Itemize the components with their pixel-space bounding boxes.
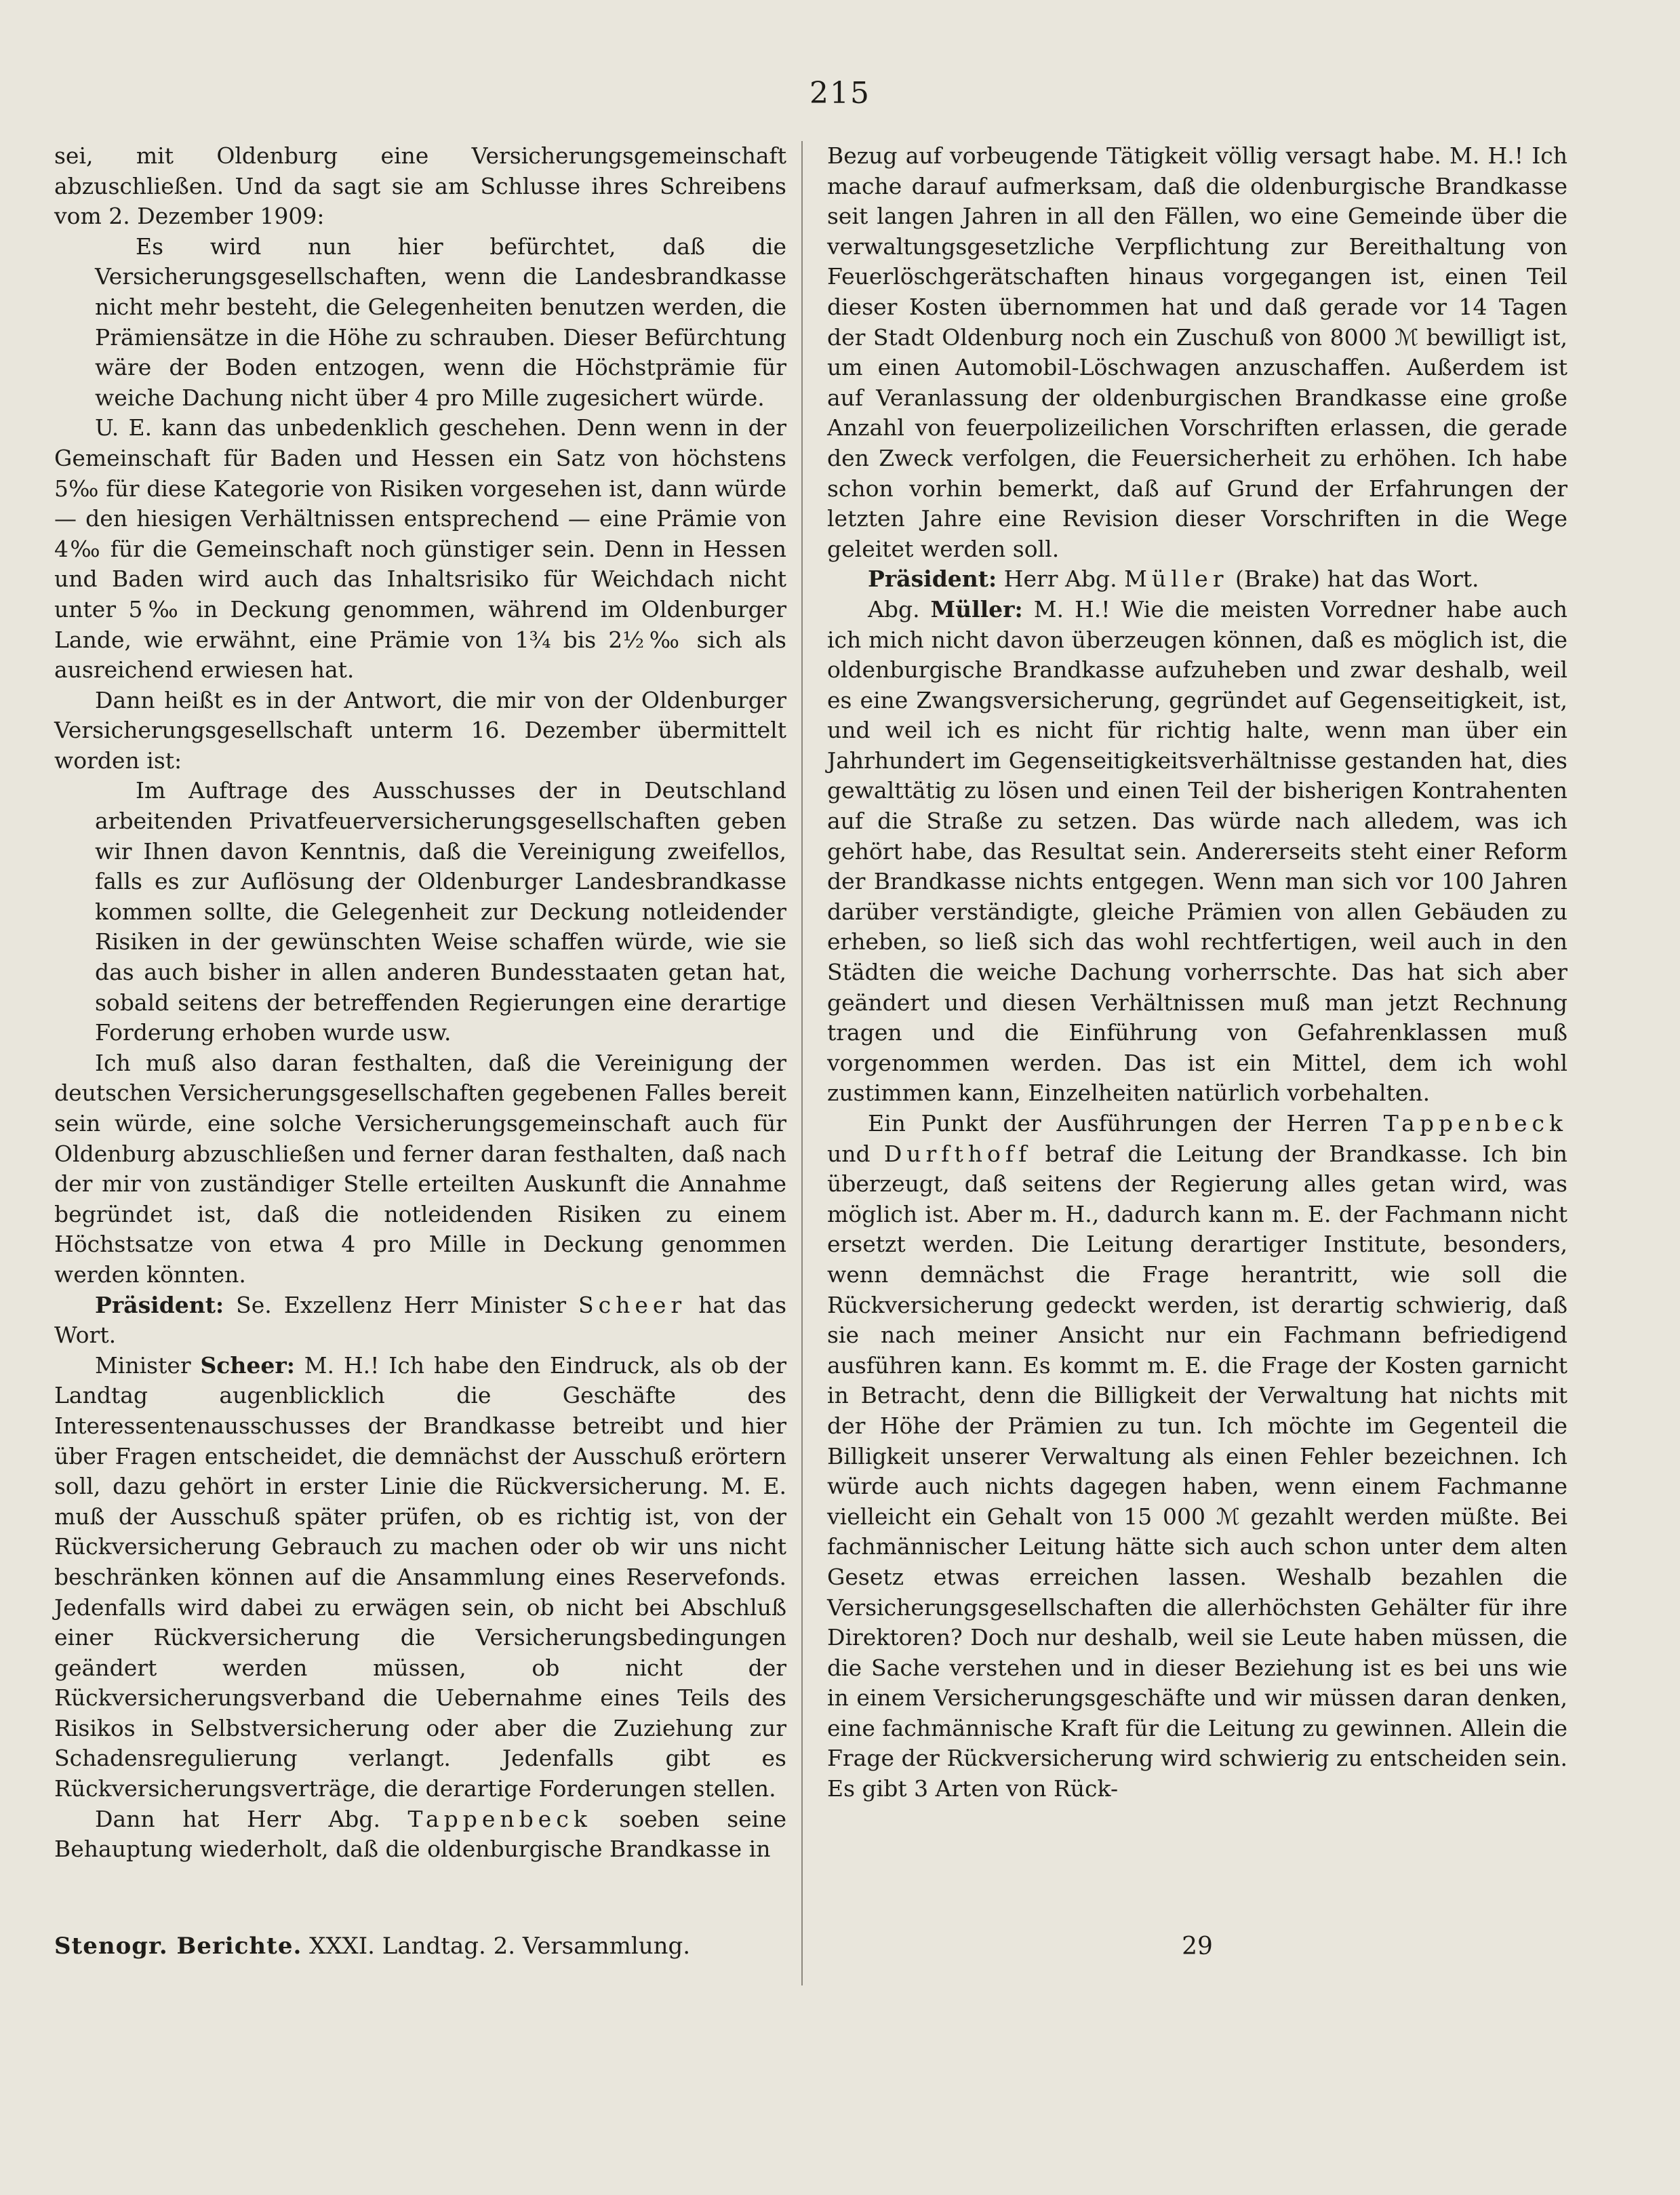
speech-paragraph	[54, 1351, 786, 1804]
footer-text: XXXI. Landtag. 2. Versammlung.	[302, 1933, 691, 1960]
speaker-label: Präsident:	[868, 566, 997, 593]
paragraph: sei, mit Oldenburg eine Versicherungsgemeinschaft abzuschließen. Und da sagt sie am Schlusse ihres Schreibens vom 2. Dezember 1909:	[54, 142, 786, 230]
speech-text: M. H.! Wie die meisten Vorredner habe auch ich mich nicht davon überzeugen können, daß es möglich ist, die oldenburgische Brandkasse aufzuheben und zwar deshalb, weil es eine Zwangsversicherung, gegründet auf Gegenseitigkeit, ist, und weil ich es nicht für richtig halte, wenn man über ein Jahrhundert im Gegenseitigkeitsverhältnisse gestanden hat, dies gewalttätig zu lösen und einen Teil der bisherigen Kontrahenten auf die Straße zu setzen. Das würde nach alledem, was ich gehört habe, das Resultat sein. Andererseits steht einer Reform der Brandkasse nichts entgegen. Wenn man sich vor 100 Jahren darüber verständigte, gleiche Prämien von allen Gebäuden zu erheben, so ließ sich das wohl rechtfertigen, weil auch in den Städten die weiche Dachung vorherrschte. Das hat sich aber geändert und diesen Verhältnissen muß man jetzt Rechnung tragen und die Einführung von Gefahrenklassen muß vorgenommen werden. Das ist ein Mittel, dem ich wohl zustimmen kann, Einzelheiten natürlich vorbehalten.	[827, 595, 1567, 1107]
quote-paragraph: Es wird nun hier befürchtet, daß die Versicherungsgesellschaften, wenn die Landesbrandkasse nicht mehr besteht, die Gelegenheiten benutzen werden, die Prämiensätze in die Höhe zu schrauben. Dieser Befürchtung wäre der Boden entzogen, wenn die Höchstprämie für weiche Dachung nicht über 4 pro Mille zugesichert würde.	[95, 233, 786, 411]
sheet-number: 29	[1182, 1933, 1213, 1960]
paragraph: Dann heißt es in der Antwort, die mir von der Oldenburger Versicherungsgesellschaft unterm 16. Dezember übermittelt worden ist:	[54, 686, 786, 774]
column-divider	[801, 141, 803, 1985]
speaker-label: Scheer:	[200, 1351, 295, 1379]
speech-text: hat das Wort.	[54, 1291, 786, 1349]
speech-text: Dann hat Herr Abg.	[95, 1805, 408, 1832]
person-name: Tappenbeck	[407, 1805, 592, 1832]
right-column	[827, 141, 1567, 1804]
speech-paragraph	[827, 595, 1567, 1109]
left-column	[54, 141, 786, 1865]
speech-text: und	[827, 1140, 884, 1167]
speech-text: Ein Punkt der Ausführungen der Herren	[868, 1110, 1384, 1136]
person-name: Tappenbeck	[1383, 1110, 1567, 1136]
paragraph	[827, 1109, 1567, 1804]
speech-paragraph	[54, 1290, 786, 1351]
paragraph: Bezug auf vorbeugende Tätigkeit völlig versagt habe. M. H.! Ich mache darauf aufmerksam, daß die oldenburgische Brandkasse seit langen Jahren in all den Fällen, wo eine Gemeinde über die verwaltungsgesetzliche Verpflichtung zur Bereithaltung von Feuerlöschgerätschaften hinaus vorgegangen ist, einen Teil dieser Kosten übernommen hat und daß gerade vor 14 Tagen der Stadt Oldenburg noch ein Zuschuß von 8000 ℳ bewilligt ist, um einen Automobil-Löschwagen anzuschaffen. Außerdem ist auf Veranlassung der oldenburgischen Brandkasse eine große Anzahl von feuerpolizeilichen Vorschriften erlassen, die gerade den Zweck verfolgen, die Feuersicherheit zu erhöhen. Ich habe schon vorhin bemerkt, daß auf Grund der Erfahrungen der letzten Jahre eine Revision dieser Vorschriften in die Wege geleitet werden soll.	[827, 142, 1567, 562]
paragraph: U. E. kann das unbedenklich geschehen. Denn wenn in der Gemeinschaft für Baden und Hessen ein Satz von höchstens 5‰ für diese Kategorie von Risiken vorgesehen ist, dann würde — den hiesigen Verhältnissen entsprechend — eine Prämie von 4‰ für die Gemeinschaft noch günstiger sein. Denn in Hessen und Baden wird auch das Inhaltsrisiko für Weichdach nicht unter 5‰ in Deckung genommen, während im Oldenburger Lande, wie erwähnt, eine Prämie von 1¾ bis 2½‰ sich als ausreichend erwiesen hat.	[54, 414, 786, 684]
speech-text: soeben seine Behauptung wiederholt, daß die oldenburgische Brandkasse in	[54, 1805, 786, 1863]
quote-paragraph: Im Auftrage des Ausschusses der in Deutschland arbeitenden Privatfeuerversicherungsgesellschaften geben wir Ihnen davon Kenntnis, daß die Vereinigung zweifellos, falls es zur Auflösung der Oldenburger Landesbrandkasse kommen sollte, die Gelegenheit zur Deckung notleidender Risiken in der gewünschten Weise schaffen würde, wie sie das auch bisher in allen anderen Bundesstaaten getan hat, sobald seitens der betreffenden Regierungen eine derartige Forderung erhoben wurde usw.	[95, 777, 786, 1046]
speaker-role: Minister	[95, 1351, 201, 1379]
speech-text: Se. Exzellenz Herr Minister	[224, 1291, 578, 1318]
speech-text: (Brake) hat das Wort.	[1228, 566, 1479, 593]
speech-text: Herr Abg.	[997, 566, 1125, 593]
person-name: Scheer	[578, 1291, 687, 1318]
footer-signature	[54, 1933, 786, 1960]
person-name: Durfthoff	[883, 1140, 1032, 1167]
paragraph	[54, 1804, 786, 1865]
paragraph: Ich muß also daran festhalten, daß die Vereinigung der deutschen Versicherungsgesellschaften gegebenen Falles bereit sein würde, eine solche Versicherungsgemeinschaft auch für Oldenburg abzuschließen und ferner daran festhalten, daß nach der mir von zuständiger Stelle erteilten Auskunft die Annahme begründet ist, daß die notleidenden Risiken zu einem Höchstsatze von etwa 4 pro Mille in Deckung genommen werden könnten.	[54, 1049, 786, 1288]
speaker-role: Abg.	[868, 595, 931, 622]
speaker-label: Präsident:	[95, 1291, 224, 1318]
speech-text: M. H.! Ich habe den Eindruck, als ob der Landtag augenblicklich die Geschäfte des Interessentenausschusses der Brandkasse betreibt und hier über Fragen entscheidet, die demnächst der Ausschuß erörtern soll, dazu gehört in erster Linie die Rückversicherung. M. E. muß der Ausschuß später prüfen, ob es richtig ist, von der Rückversicherung Gebrauch zu machen oder ob wir uns nicht beschränken können auf die Ansammlung eines Reservefonds. Jedenfalls wird dabei zu erwägen sein, ob nicht bei Abschluß einer Rückversicherung die Versicherungsbedingungen geändert werden müssen, ob nicht der Rückversicherungsverband die Uebernahme eines Teils des Risikos in Selbstversicherung oder aber die Zuziehung zur Schadensregulierung verlangt. Jedenfalls gibt es Rückversicherungsverträge, die derartige Forderungen stellen.	[54, 1351, 786, 1802]
speaker-label: Müller:	[930, 595, 1023, 622]
person-name: Müller	[1124, 566, 1228, 593]
footer-title: Stenogr. Berichte.	[54, 1933, 302, 1960]
speech-paragraph	[827, 564, 1567, 595]
page-number: 215	[809, 76, 871, 111]
speech-text: betraf die Leitung der Brandkasse. Ich bin überzeugt, daß seitens der Regierung alles getan wird, was möglich ist. Aber m. H., dadurch kann m. E. der Fachmann nicht ersetzt werden. Die Leitung derartiger Institute, besonders, wenn demnächst die Frage herantritt, wie soll die Rückversicherung gedeckt werden, ist derartig schwierig, daß sie nach meiner Ansicht nur ein Fachmann befriedigend ausführen kann. Es kommt m. E. die Frage der Kosten garnicht in Betracht, denn die Billigkeit der Verwaltung hat nichts mit der Höhe der Prämien zu tun. Ich möchte im Gegenteil die Billigkeit unserer Verwaltung als einen Fehler bezeichnen. Ich würde auch nichts dagegen haben, wenn einem Fachmanne vielleicht ein Gehalt von 15 000 ℳ gezahlt werden müßte. Bei fachmännischer Leitung hätte sich auch schon unter dem alten Gesetz etwas erreichen lassen. Weshalb bezahlen die Versicherungsgesellschaften die allerhöchsten Gehälter für ihre Direktoren? Doch nur deshalb, weil sie Leute haben müssen, die die Sache verstehen und in dieser Beziehung ist es bei uns wie in einem Versicherungsgeschäfte und wir müssen daran denken, eine fachmännische Kraft für die Leitung zu gewinnen. Allein die Frage der Rückversicherung wird schwierig zu entscheiden sein. Es gibt 3 Arten von Rück-	[827, 1140, 1568, 1802]
